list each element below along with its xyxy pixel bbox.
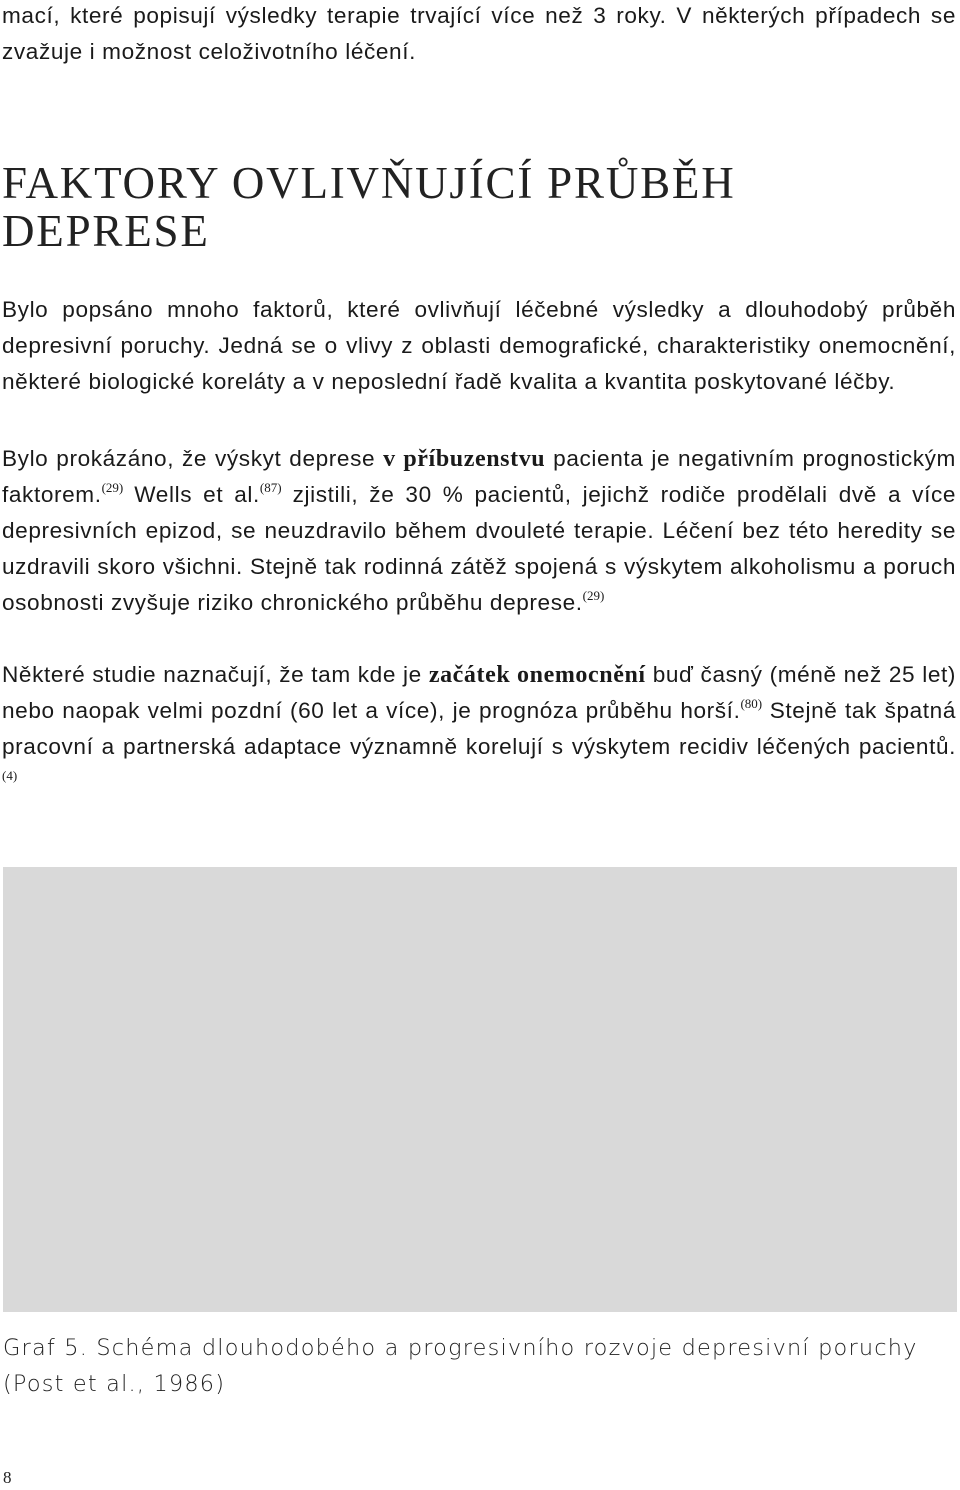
citation-ref: (80) [740,696,763,711]
paragraph-text: Bylo prokázáno, že výskyt deprese [2,446,384,471]
citation-ref: (87) [259,480,282,495]
paragraph-text: Některé studie naznačují, že tam kde je [2,662,429,687]
page-number: 8 [3,1468,12,1487]
figure-caption: Graf 5. Schéma dlouhodobého a progresivního rozvoje depresivní poruchy (Post et al., 1986) [3,1335,918,1397]
paragraph-text: Wells et al. [123,482,260,507]
paragraph-family-history [2,441,956,621]
figure-placeholder [3,867,957,1312]
section-heading: FAKTORY OVLIVŇUJÍCÍ PRŮBĚH DEPRESE [2,158,736,256]
paragraph-text: pacienta je negativním prognostickým faktorem. [2,446,956,507]
paragraph-onset [2,657,956,801]
paragraph-text: zjistili, že 30 % pacientů, jejichž rodiče prodělali dvě a více depresivních epizod, se neuzdravilo během dvouleté terapie. Léčení bez této heredity se uzdravili skoro všichni. Stejně tak rodinná zátěž spojená s výskytem alkoholismu a poruch osobnosti zvyšuje riziko chronického průběhu deprese. [2,482,957,615]
paragraph-text: buď časný (méně než 25 let) nebo naopak velmi pozdní (60 let a více), je prognóza průběhu horší. [2,662,956,723]
keyword-onset: začátek onemocnění [428,662,646,688]
citation-ref: (4) [2,768,18,783]
citation-ref: (29) [101,480,124,495]
intro-paragraph: mací, které popisují výsledky terapie trvající více než 3 roky. V některých případech se zvažuje i možnost celoživotního léčení. [2,3,956,64]
paragraph-factors: Bylo popsáno mnoho faktorů, které ovlivňují léčebné výsledky a dlouhodobý průběh depresivní poruchy. Jedná se o vlivy z oblasti demografické, charakteristiky onemocnění, některé biologické koreláty a v neposlední řadě kvalita a kvantita poskytované léčby. [2,297,956,394]
paragraph-text: Stejně tak špatná pracovní a partnerská adaptace významně korelují s výskytem recidiv léčených pacientů. [2,698,957,759]
citation-ref: (29) [582,588,605,603]
keyword-relatives: v příbuzenstvu [383,446,546,472]
